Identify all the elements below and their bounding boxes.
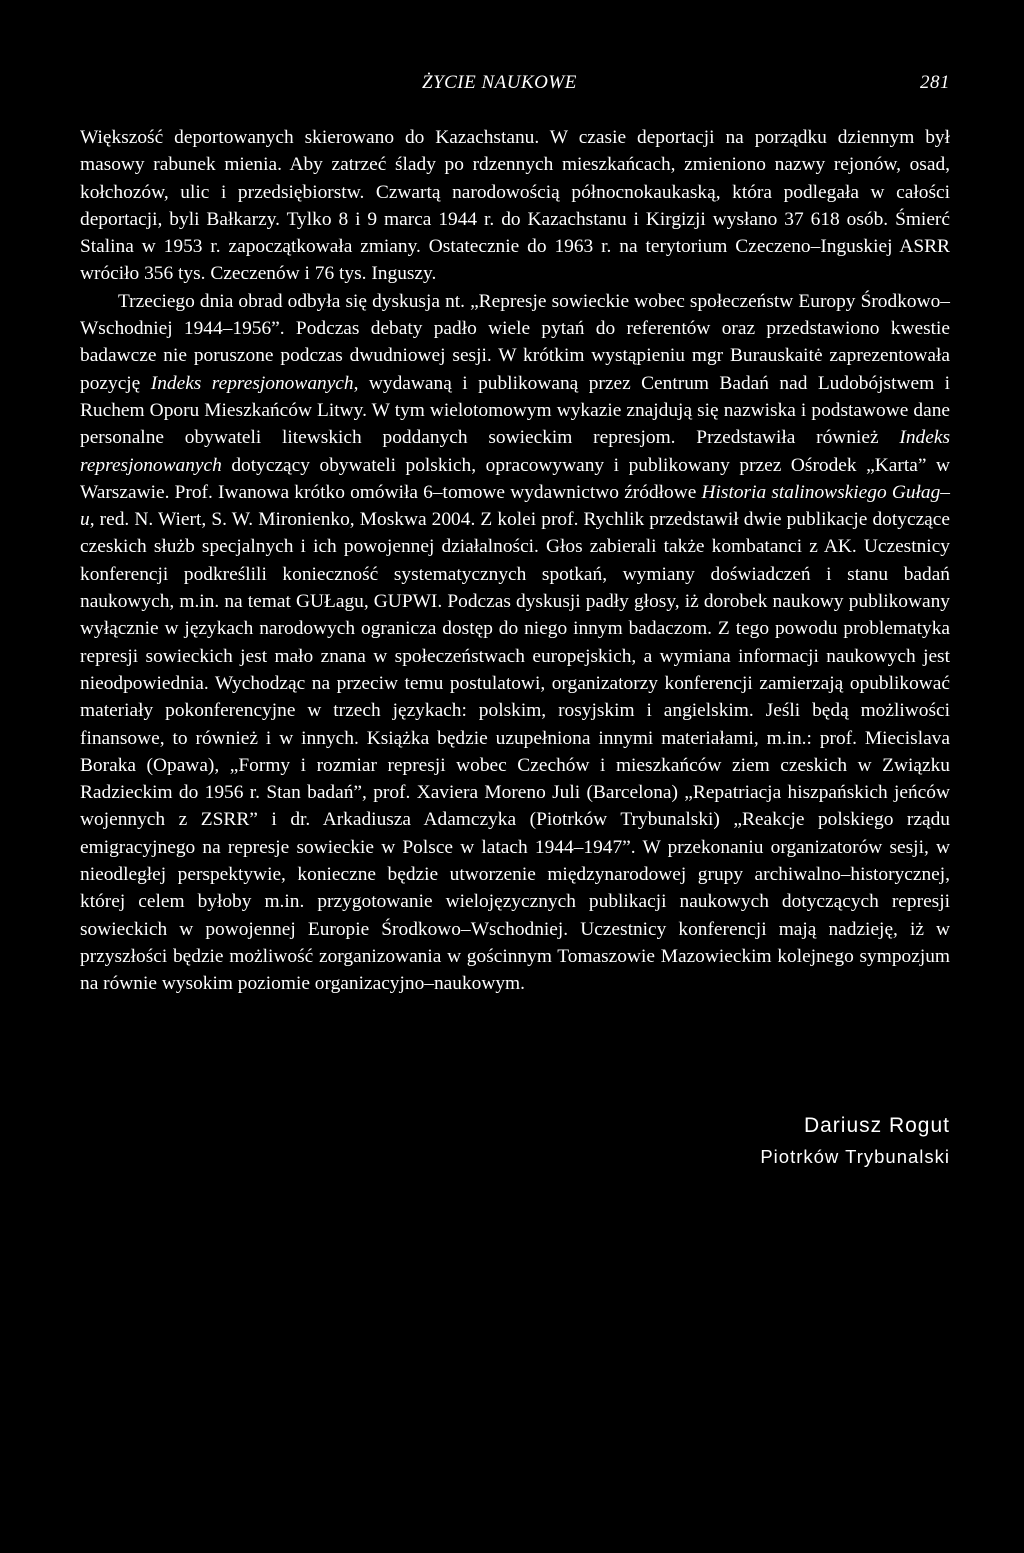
author-place: Piotrków Trybunalski: [760, 1146, 950, 1167]
signature-block: [760, 1110, 950, 1172]
article-body: [80, 124, 950, 998]
book-title-indeks-lithuanian: Indeks represjonowanych: [150, 372, 354, 394]
paragraph-1: [80, 124, 950, 288]
paragraph-2-text-d: , red. N. Wiert, S. W. Mironienko, Moskwa 2004. Z kolei prof. Rychlik przedstawił dwie publikacje dotyczące czeskich służb specjalnych i ich powojennej działalności. Głos zabierali także kombatanci z AK. Uczestnicy konferencji podkreślili konieczność systematycznych spotkań, wymiany doświadczeń i stanu badań naukowych, m.in. na temat GUŁagu, GUPWI. Podczas dyskusji padły głosy, iż dorobek naukowy publikowany wyłącznie w językach narodowych ogranicza dostęp do niego innym badaczom. Z tego powodu problematyka represji sowieckich jest mało znana w społeczeństwach europejskich, a wymiana informacji naukowych jest nieodpowiednia. Wychodząc na przeciw temu postulatowi, organizatorzy konferencji zamierzają opublikować materiały pokonferencyjne w trzech językach: polskim, rosyjskim i angielskim. Jeśli będą możliwości finansowe, to również i w innych. Książka będzie uzupełniona innymi materiałami, m.in.: prof. Miecislava Boraka (Opawa), „Formy i rozmiar represji wobec Czechów i mieszkańców ziem czeskich w Związku Radzieckim do 1956 r. Stan badań”, prof. Xaviera Moreno Juli (Barcelona) „Repatriacja hiszpańskich jeńców wojennych z ZSRR” i dr. Arkadiusza Adamczyka (Piotrków Trybunalski) „Reakcje polskiego rządu emigracyjnego na represje sowieckie w Polsce w latach 1944–1947”. W przekonaniu organizatorów sesji, w nieodległej perspektywie, konieczne będzie utworzenie międzynarodowej grupy archiwalno–historycznej, której celem byłoby m.in. przygotowanie wielojęzycznych publikacji naukowych dotyczących represji sowieckich w powojennej Europie Środkowo–Wschodniej. Uczestnicy konferencji mają nadzieję, iż w przyszłości będzie możliwość zorganizowania w gościnnym Tomaszowie Mazowieckim kolejnego sympozjum na równie wysokim poziomie organizacyjno–naukowym.: [80, 509, 950, 995]
paragraph-2-text-b: , wydawaną i publikowaną przez Centrum Badań nad Ludobójstwem i Ruchem Oporu Mieszkańców Litwy. W tym wielotomowym wykazie znajdują się nazwiska i podstawowe dane personalne obywateli litewskich poddanych sowieckim represjom. Przedstawiła również: [80, 372, 951, 449]
book-title-indeks-polish: Indeks represjonowanych: [80, 427, 950, 476]
running-head: [80, 72, 950, 100]
paragraph-2-text-a: Trzeciego dnia obrad odbyła się dyskusja nt. „Represje sowieckie wobec społeczeństw Europy Środkowo–Wschodniej 1944–1956”. Podczas debaty padło wiele pytań do referentów oraz przedstawiono kwestie badawcze nie poruszone podczas dwudniowej sesji. W krótkim wystąpieniu mgr Burauskaitė zaprezentowała pozycję: [80, 290, 950, 394]
paragraph-2-text-c: dotyczący obywateli polskich, opracowywany i publikowany przez Ośrodek „Karta” w Warszawie. Prof. Iwanowa krótko omówiła 6–tomowe wydawnictwo źródłowe: [80, 454, 950, 503]
paragraph-2: [80, 288, 950, 998]
journal-title: ŻYCIE NAUKOWE: [422, 72, 577, 93]
book-title-historia-gulagu: Historia stalinowskiego Gułag–u: [80, 481, 950, 531]
page-number: 281: [920, 72, 950, 93]
author-name: Dariusz Rogut: [803, 1114, 950, 1137]
paragraph-1-text: Większość deportowanych skierowano do Kazachstanu. W czasie deportacji na porządku dziennym był masowy rabunek mienia. Aby zatrzeć ślady po rdzennych mieszkańcach, zmieniono nazwy rejonów, osad, kołchozów, ulic i przedsiębiorstw. Czwartą narodowością północnokaukaską, która podlegała w całości deportacji, byli Bałkarzy. Tylko 8 i 9 marca 1944 r. do Kazachstanu i Kirgizji wysłano 37 618 osób. Śmierć Stalina w 1953 r. zapoczątkowała zmiany. Ostatecznie do 1963 r. na terytorium Czeczeno–Inguskiej ASRR wróciło 356 tys. Czeczenów i 76 tys. Inguszy.: [80, 127, 950, 285]
